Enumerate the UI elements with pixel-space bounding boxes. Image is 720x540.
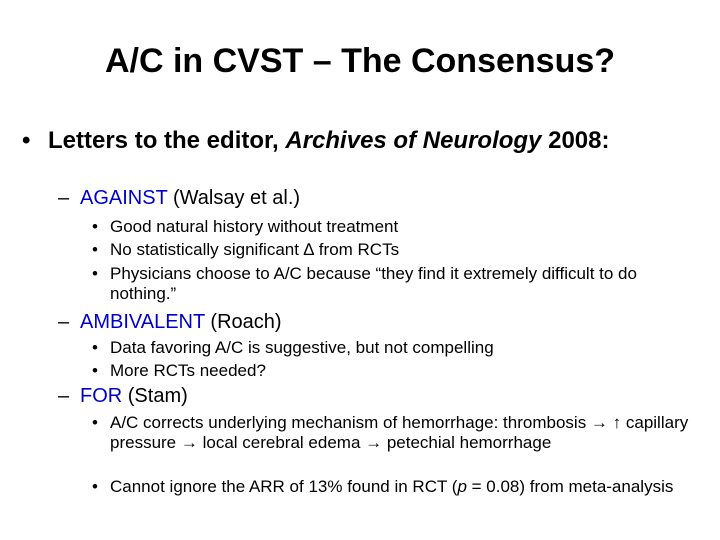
for-author: (Stam) [122, 385, 188, 407]
dash-marker: – [58, 311, 70, 333]
bullet-marker: • [22, 127, 31, 154]
journal-name: Archives of Neurology [285, 127, 542, 154]
for-label: FOR [80, 385, 123, 407]
lead-text: Letters to the editor, Archives of Neurology 2008: [48, 127, 610, 154]
ambivalent-label: AMBIVALENT [80, 311, 205, 333]
against-author: (Walsay et al.) [167, 187, 301, 209]
against-label: AGAINST [80, 187, 168, 209]
slide-title: A/C in CVST – The Consensus? [104, 42, 616, 80]
ambivalent-author: (Roach) [204, 311, 282, 333]
p-value-symbol: p [457, 477, 467, 496]
dash-marker: – [58, 385, 70, 407]
dash-marker: – [58, 187, 70, 209]
